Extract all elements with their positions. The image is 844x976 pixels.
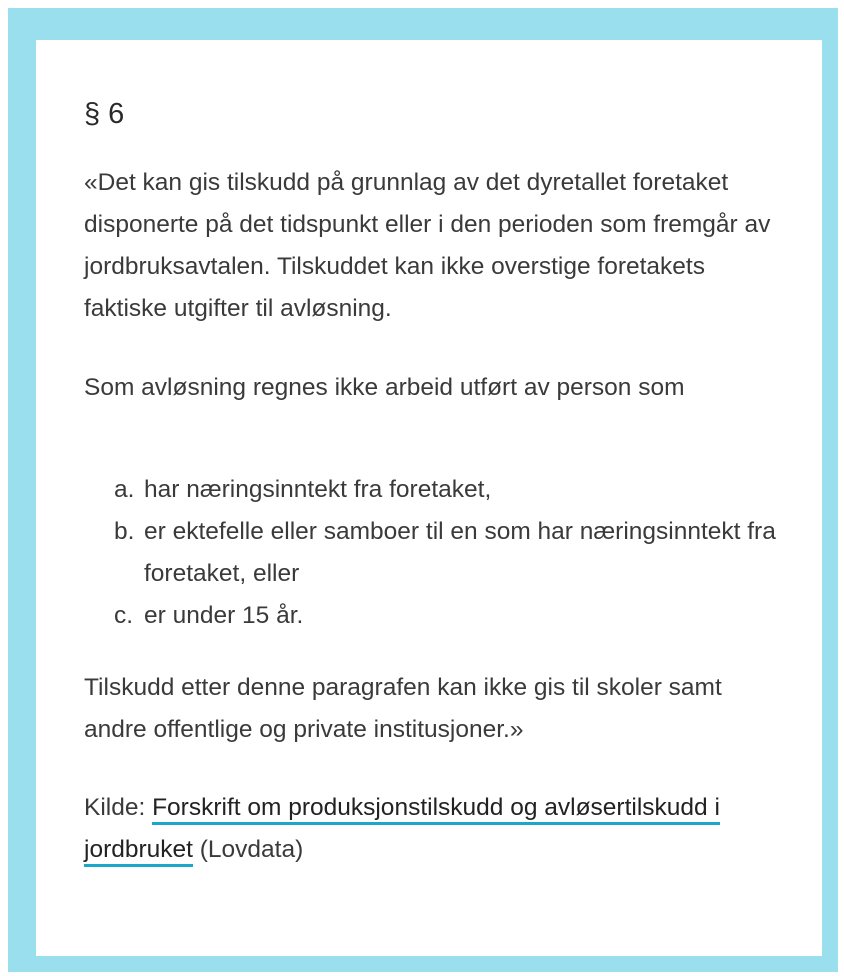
- paragraph-1: «Det kan gis tilskudd på grunnlag av det dyretallet foretaket disponerte på det tidspunkt eller i den perioden som fremgår av jordbruksavtalen. Tilskuddet kan ikke overstige foretakets faktiske utgifter til avløsning.: [84, 169, 771, 322]
- list-item-text: er under 15 år.: [144, 602, 304, 629]
- list-item: [114, 469, 782, 511]
- paragraph-3: Tilskudd etter denne paragrafen kan ikke gis til skoler samt andre offentlige og private institusjoner.»: [84, 674, 722, 743]
- source-suffix: (Lovdata): [192, 836, 304, 863]
- list-item: [114, 511, 782, 595]
- list-marker: b.: [114, 518, 135, 545]
- section-heading: § 6: [84, 98, 125, 130]
- list-item-text: har næringsinntekt fra foretaket,: [144, 476, 492, 503]
- fact-box-frame: [8, 8, 838, 972]
- list-marker: c.: [114, 602, 134, 629]
- source-prefix: Kilde:: [84, 794, 153, 821]
- list-item-text: er ektefelle eller samboer til en som har næringsinntekt fra foretaket, eller: [144, 518, 776, 587]
- source-line: [84, 787, 782, 871]
- fact-box-card: [36, 40, 822, 956]
- exclusion-list: [84, 469, 782, 637]
- source-link[interactable]: Forskrift om produksjonstilskudd og avløsertilskudd i jordbruket: [84, 794, 720, 867]
- paragraph-2: Som avløsning regnes ikke arbeid utført av person som: [84, 374, 685, 401]
- list-item: [114, 595, 782, 637]
- list-marker: a.: [114, 476, 135, 503]
